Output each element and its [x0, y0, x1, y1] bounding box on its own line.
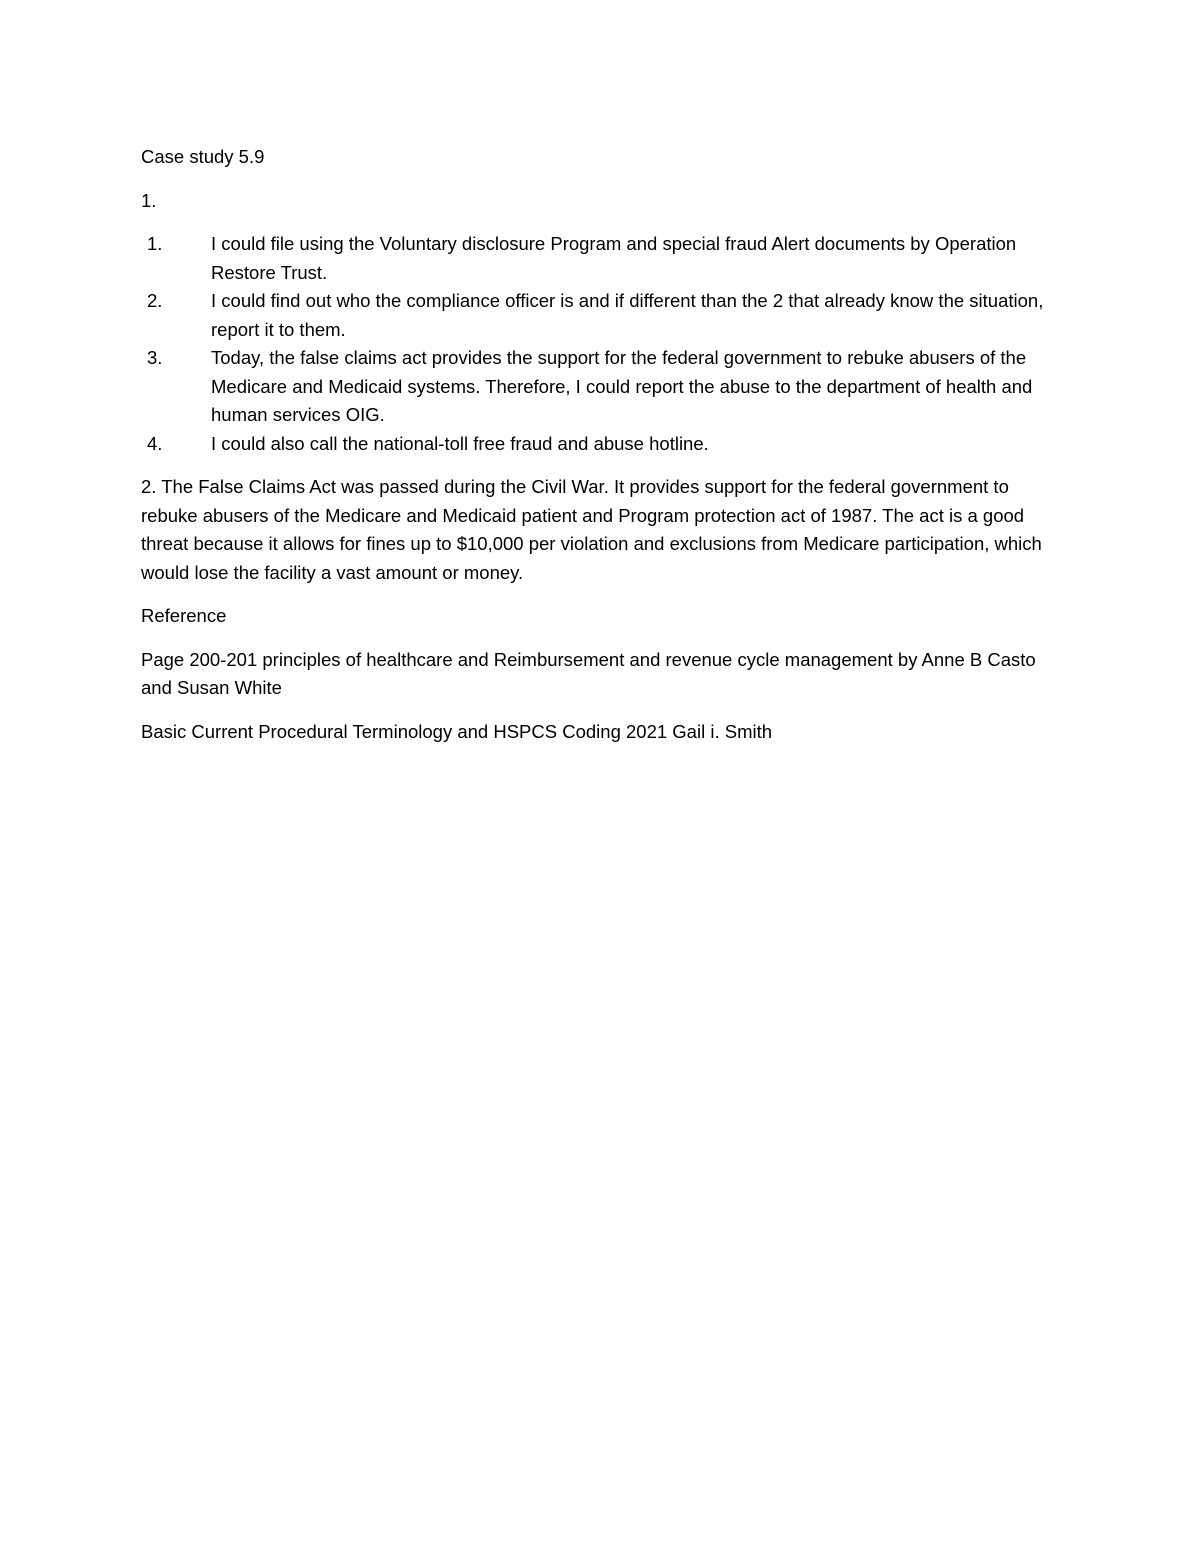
list-item-text: I could also call the national-toll free fraud and abuse hotline. — [211, 432, 709, 454]
list-item — [141, 230, 1051, 287]
list-item-number: 3. — [147, 347, 163, 368]
document-title: Case study 5.9 — [141, 146, 265, 167]
list-item — [141, 430, 1051, 459]
list-item-text: Today, the false claims act provides the support for the federal government to rebuke abusers of the Medicare and Medicaid systems. Therefore, I could report the abuse to the department of health and human services OIG. — [211, 347, 1033, 425]
list-item-number: 2. — [147, 290, 163, 311]
question-1-label: 1. — [141, 189, 157, 211]
list-item — [141, 287, 1051, 344]
reference-entry: Basic Current Procedural Terminology and HSPCS Coding 2021 Gail i. Smith — [141, 720, 773, 742]
question-2-paragraph: 2. The False Claims Act was passed during the Civil War. It provides support for the federal government to rebuke abusers of the Medicare and Medicaid patient and Program protection act of 1987. The act is a good threat because it allows for fines up to $10,000 per violation and exclusions from Medicare participation, which would lose the facility a vast amount or money. — [141, 476, 1042, 583]
list-item-number: 4. — [147, 432, 163, 454]
answer-list — [141, 230, 1051, 458]
document-body — [141, 143, 1051, 761]
list-item-number: 1. — [147, 233, 163, 254]
list-item — [141, 344, 1051, 430]
reference-heading: Reference — [141, 605, 227, 626]
reference-entry: Page 200-201 principles of healthcare and Reimbursement and revenue cycle management by Anne B Casto and Susan White — [141, 648, 1036, 698]
list-item-text: I could find out who the compliance officer is and if different than the 2 that already know the situation, report it to them. — [211, 290, 1044, 340]
list-item-text: I could file using the Voluntary disclosure Program and special fraud Alert documents by Operation Restore Trust. — [211, 233, 1017, 283]
